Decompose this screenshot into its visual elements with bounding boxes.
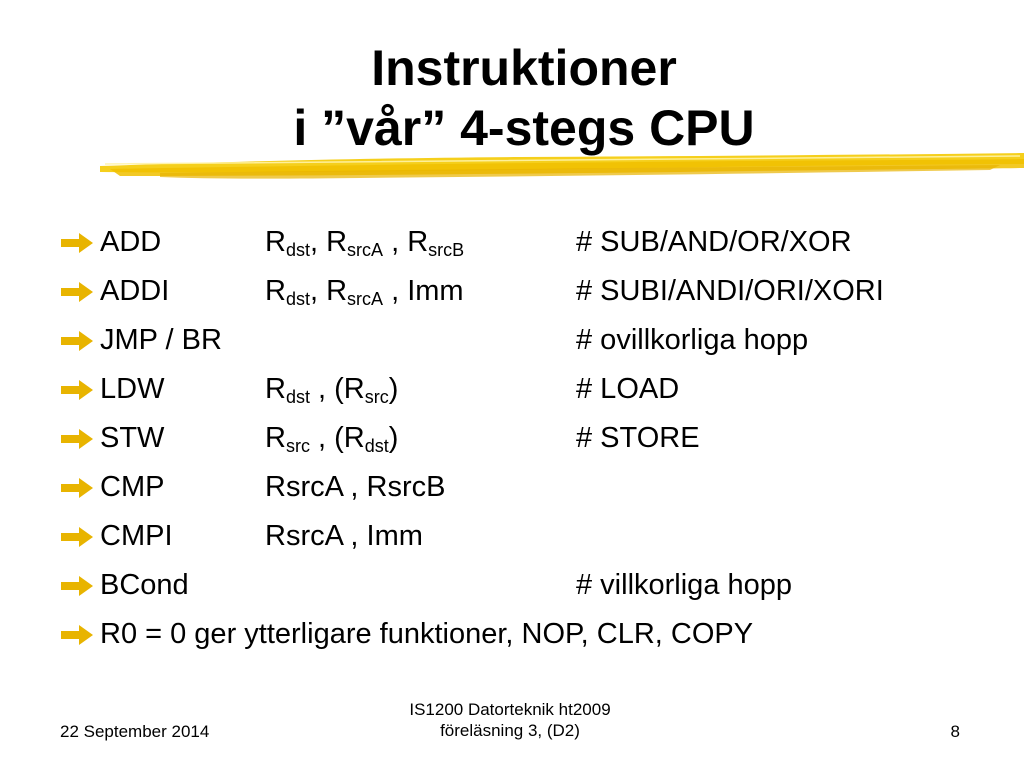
- operand-subscript: dst: [285, 240, 310, 260]
- instruction-mnemonic: JMP / BR: [100, 324, 222, 356]
- slide-title: [0, 38, 1024, 158]
- operand-text: RsrcA , RsrcB: [265, 471, 446, 503]
- operand-subscript: src: [285, 436, 310, 456]
- title-brush-underline: [100, 148, 1024, 188]
- list-item: [60, 222, 1010, 271]
- instruction-mnemonic: CMP: [100, 471, 165, 503]
- list-item: [60, 418, 1010, 467]
- footer-course-line-2: föreläsning 3, (D2): [440, 721, 580, 740]
- list-item: [60, 271, 1010, 320]
- arrow-bullet-icon: [60, 624, 94, 646]
- instruction-mnemonic: STW: [100, 422, 165, 454]
- item-text: R0 = 0 ger ytterligare funktioner, NOP, CLR, COPY: [100, 618, 754, 650]
- footer-course-line-1: IS1200 Datorteknik ht2009: [409, 700, 611, 719]
- arrow-bullet-icon: [60, 526, 94, 548]
- operand-text: , (R: [309, 373, 365, 405]
- list-item: [60, 565, 1010, 614]
- arrow-bullet-icon: [60, 477, 94, 499]
- operand-text: , R: [309, 226, 348, 258]
- list-item: [60, 369, 1010, 418]
- operand-text: RsrcA , Imm: [265, 520, 423, 552]
- instruction-operands: [265, 516, 423, 556]
- operand-text: R: [265, 275, 286, 307]
- instruction-comment: # LOAD: [576, 373, 680, 405]
- operand-text: , R: [309, 275, 348, 307]
- operand-text: , Imm: [383, 275, 464, 307]
- arrow-bullet-icon: [60, 232, 94, 254]
- operand-subscript: srcB: [428, 240, 465, 260]
- operand-text: R: [265, 422, 286, 454]
- title-line-1: Instruktioner: [371, 40, 677, 96]
- arrow-bullet-icon: [60, 379, 94, 401]
- instruction-mnemonic: LDW: [100, 373, 165, 405]
- instruction-mnemonic: CMPI: [100, 520, 173, 552]
- operand-text: R: [265, 226, 286, 258]
- arrow-bullet-icon: [60, 281, 94, 303]
- instruction-operands: [265, 271, 464, 311]
- instruction-operands: [265, 369, 398, 409]
- list-item: [60, 516, 1010, 565]
- operand-subscript: src: [364, 387, 389, 407]
- instruction-list: [60, 222, 1010, 663]
- footer-date: 22 September 2014: [60, 722, 210, 741]
- list-item: [60, 614, 1010, 663]
- list-item: [60, 467, 1010, 516]
- operand-subscript: dst: [285, 387, 310, 407]
- instruction-mnemonic: BCond: [100, 569, 189, 601]
- operand-subscript: dst: [285, 289, 310, 309]
- footer-course: [320, 699, 700, 741]
- instruction-comment: # SUBI/ANDI/ORI/XORI: [576, 275, 884, 307]
- arrow-bullet-icon: [60, 428, 94, 450]
- operand-subscript: dst: [364, 436, 389, 456]
- operand-text: , (R: [309, 422, 365, 454]
- instruction-comment: # SUB/AND/OR/XOR: [576, 226, 852, 258]
- operand-text: , R: [383, 226, 429, 258]
- arrow-bullet-icon: [60, 330, 94, 352]
- instruction-comment: # villkorliga hopp: [576, 569, 793, 601]
- instruction-operands: [265, 467, 445, 507]
- arrow-bullet-icon: [60, 575, 94, 597]
- instruction-mnemonic: ADD: [100, 226, 162, 258]
- instruction-comment: # ovillkorliga hopp: [576, 324, 809, 356]
- instruction-comment: # STORE: [576, 422, 700, 454]
- operand-text: R: [265, 373, 286, 405]
- operand-text: ): [388, 373, 399, 405]
- operand-text: ): [388, 422, 399, 454]
- instruction-operands: [265, 222, 464, 262]
- page-number: 8: [950, 722, 960, 741]
- instruction-operands: [265, 418, 398, 458]
- list-item: [60, 320, 1010, 369]
- instruction-mnemonic: ADDI: [100, 275, 170, 307]
- operand-subscript: srcA: [347, 289, 384, 309]
- operand-subscript: srcA: [347, 240, 384, 260]
- title-line-2: i ”vår” 4-stegs CPU: [293, 100, 755, 156]
